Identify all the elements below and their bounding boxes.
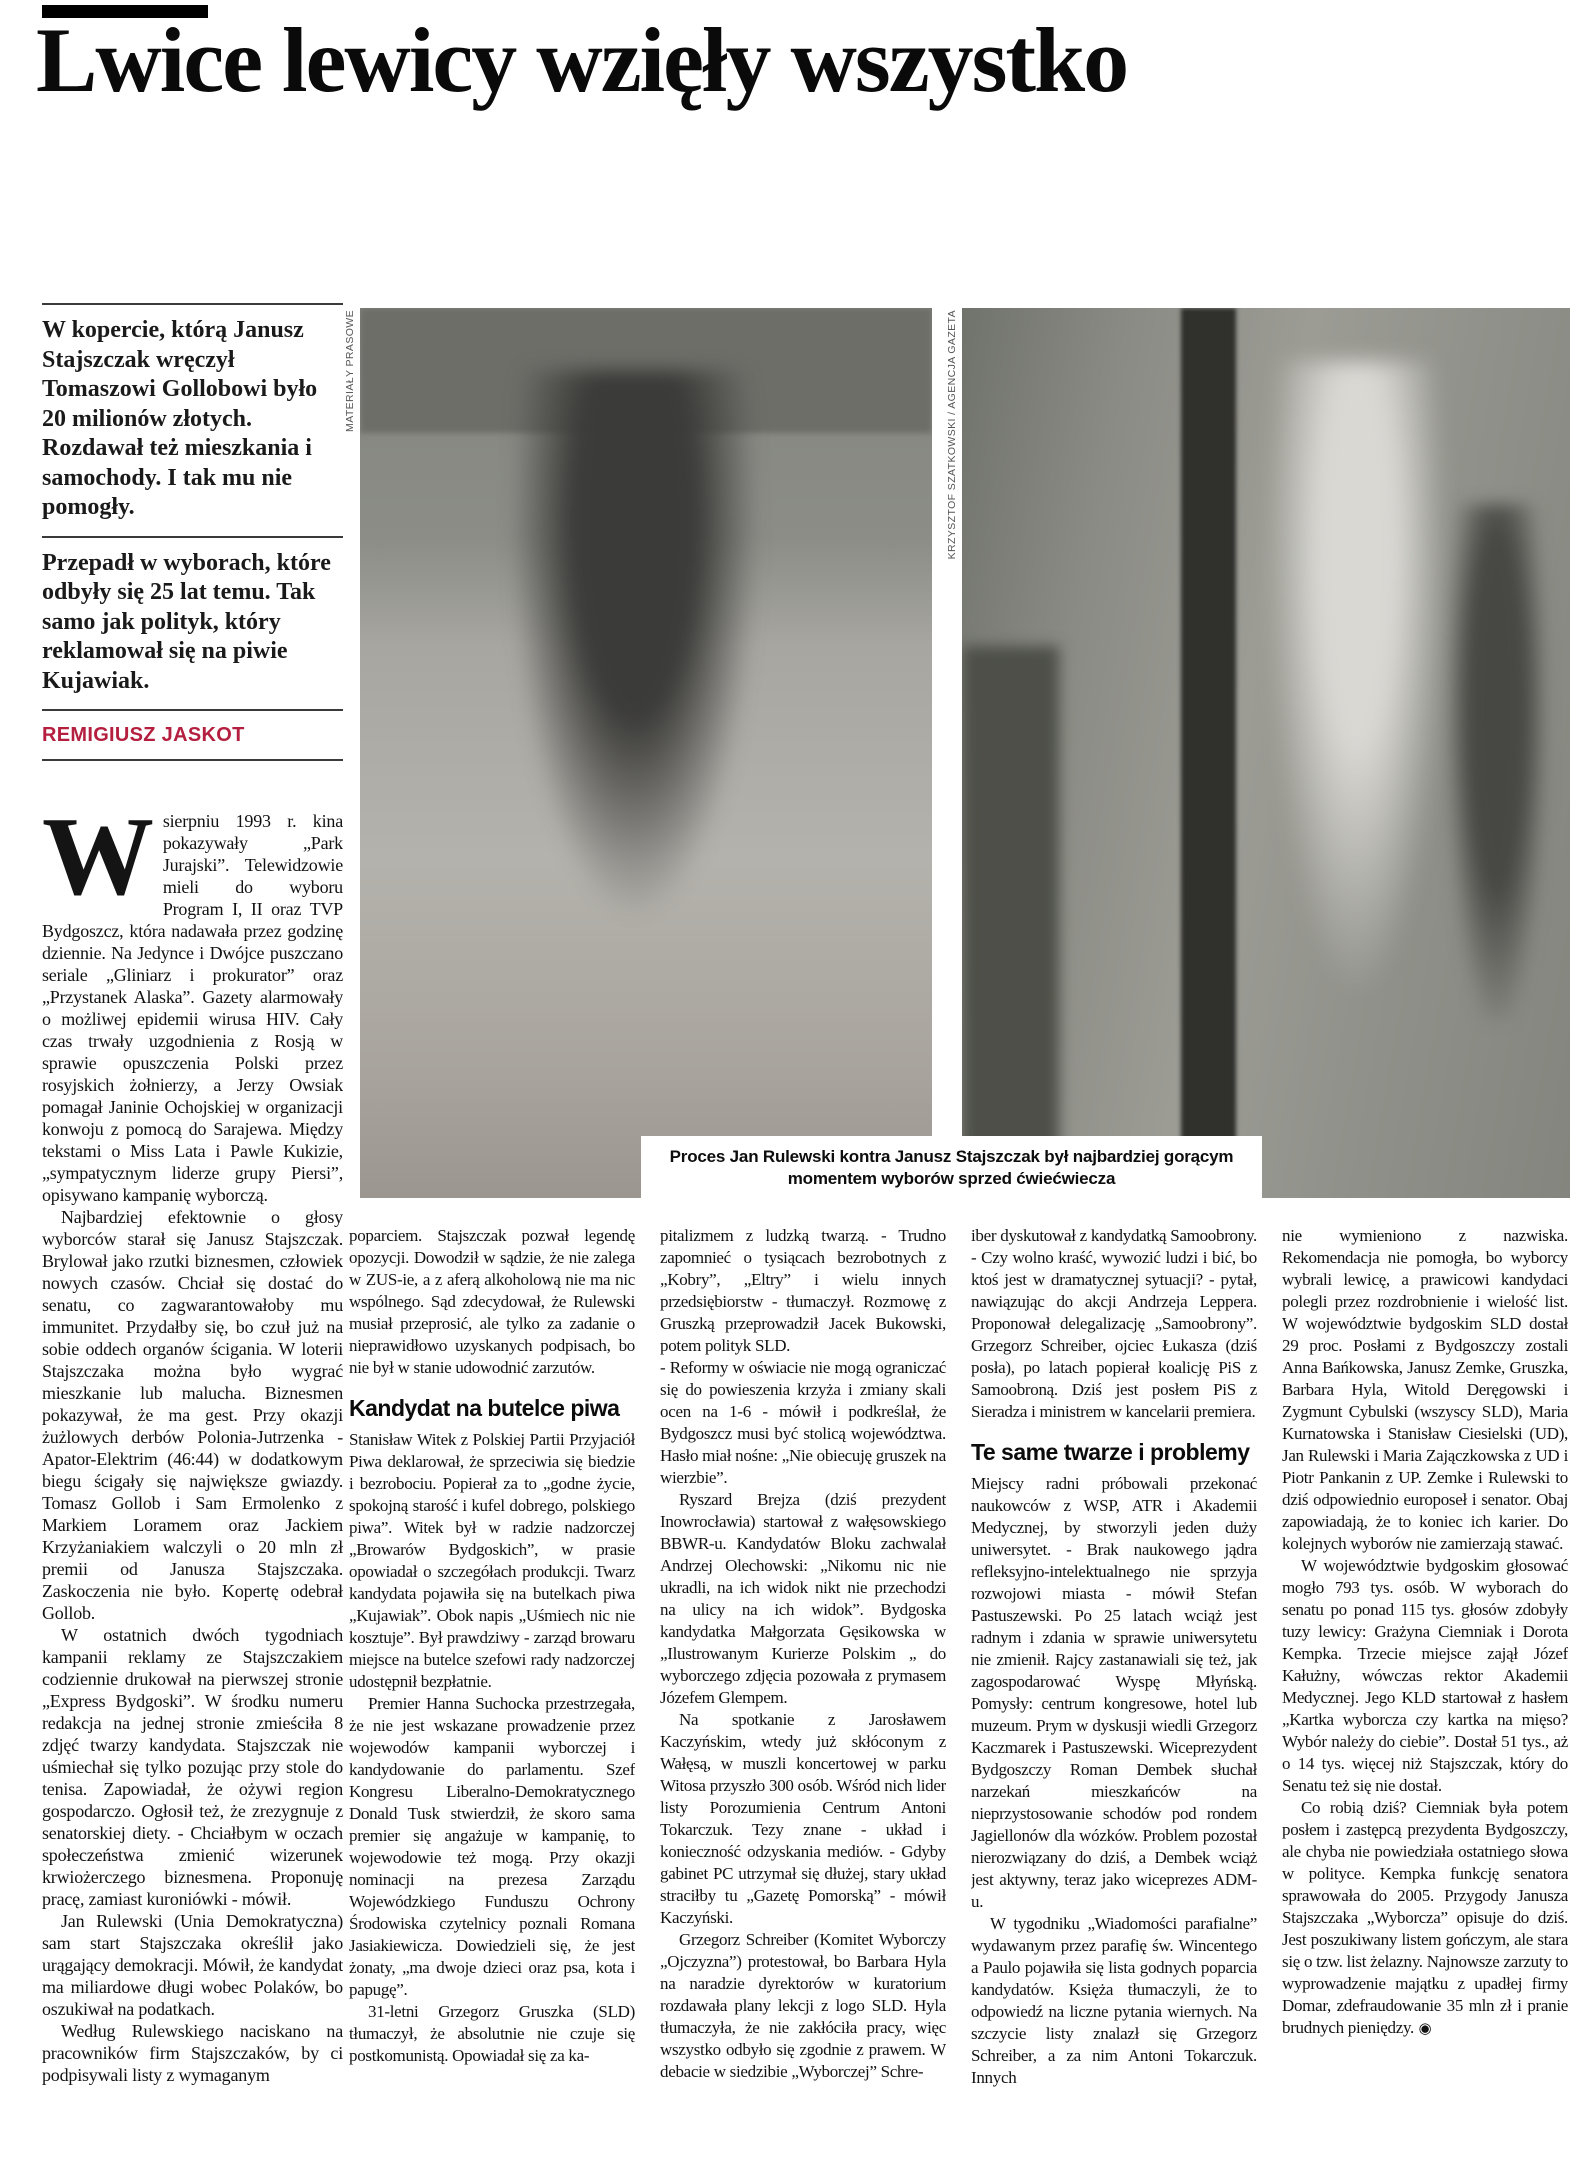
article-paragraph: Najbardziej efektownie o głosy wyborców starał się Janusz Stajszczak. Brylował jako rzutki biznesmen, człowiek nowych czasów. Chciał się dostać do senatu, co zagwarantowałoby mu immunitet. Przydałby się, bo czuł już na sobie oddech organów ścigania. W loterii Stajszczaka można było wygrać mieszkanie lub malucha. Biznesmen pokazywał, że ma gest. Przy okazji żużlowych derbów Polonia-Jutrzenka - Apator-Elektrim (46:44) w dodatkowym biegu ścigały się największe gwiazdy. Tomasz Gollob i Sam Ermolenko z Markiem Loramem oraz Jackiem Krzyżaniakiem walczyli o 20 mln zł premii od Janusza Stajszczaka. Zaskoczenia nie było. Kopertę odebrał Gollob. — [42, 1207, 343, 1623]
article-paragraph: Grzegorz Schreiber (Komitet Wyborczy „Ojczyzna”) protestował, bo Barbara Hyla na naradzie dyrektorów w kuratorium rozdawała plany lekcji z logo SLD. Hyla tłumaczyła, że nie zakłóciła pracy, więc wszystko odbyło się zgodnie z prawem. W debacie w siedzibie „Wyborczej” Schre- — [660, 1930, 946, 2081]
article-paragraph: Stanisław Witek z Polskiej Partii Przyjaciół Piwa deklarował, że sprzeciwia się biedzie i bezrobociu. Popierał za to „godne życie, spokojną starość i kufel dobrego, polskiego piwa”. Witek był w radzie nadzorczej „Browarów Bydgoskich”, w prasie opowiadał o szczegółach produkcji. Twarz kandydata pojawiła się na butelkach piwa „Kujawiak”. Obok napis „Uśmiech nic nie kosztuje”. Był prawdziwy - zarząd browaru miejsce na butelce szefowi rady nadzorczej udostępnił bezpłatnie. — [349, 1430, 635, 1691]
article-paragraph: W województwie bydgoskim głosować mogło 793 tys. osób. W wyborach do senatu po ponad 115 tys. głosów zdobyły tuzy lewicy: Grażyna Ciemniak i Dorota Kempka. Trzecie miejsce zajął Józef Kałużny, wówczas rektor Akademii Medycznej. Jego KLD startował z hasłem „Kartka wyborcza czy kartka na mięso? Wybór należy do ciebie”. Dostał 51 tys., aż o 14 tys. więcej niż Stajszczak, który do Senatu też się nie dostał. — [1282, 1556, 1568, 1795]
article-paragraph: Ryszard Brejza (dziś prezydent Inowrocławia) startował z wałęsowskiego BBWR-u. Kandydatów Bloku zachwalał Andrzej Olechowski: „Nikomu nic nie ukradli, na ich widok nikt nie przechodzi na ulicy na ich widok”. Bydgoska kandydatka Małgorzata Gęsikowska w „Ilustrowanym Kurierze Polskim „ do wyborczego zdjęcia pozowała z prymasem Józefem Glempem. — [660, 1490, 946, 1707]
article-column-1 — [42, 810, 343, 2155]
article-column-4 — [971, 1225, 1257, 2153]
rule-byline-top — [42, 709, 343, 711]
end-of-article-mark: ◉ — [1414, 2019, 1432, 2037]
headline: Lwice lewicy wzięły wszystko — [36, 9, 1128, 111]
article-paragraph: pitalizmem z ludzką twarzą. - Trudno zapomnieć o tysiącach bezrobotnych z „Kobry”, „Eltry” i wielu innych przedsiębiorstw - tłumaczył. Rozmowę z Gruszką przeprowadził Jacek Bukowski, potem polityk SLD. — [660, 1226, 946, 1355]
article-paragraph: 31-letni Grzegorz Gruszka (SLD) tłumaczył, że absolutnie nie czuje się postkomunistą. Opowiadał się za ka- — [349, 2002, 635, 2065]
photo-credit-left: MATERIAŁY PRASOWE — [344, 310, 356, 432]
article-column-2 — [349, 1225, 635, 2153]
section-subhead: Te same twarze i problemy — [971, 1439, 1250, 1465]
article-paragraph: W ostatnich dwóch tygodniach kampanii reklamy ze Stajszczakiem codziennie drukował na pierwszej stronie „Express Bydgoski”. W środku numeru redakcja na jednej stronie zmieściła 8 zdjęć twarzy kandydata. Stajszczak nie uśmiechał się tylko pozując przy stole do tenisa. Zapowiadał, że ożywi region gospodarczo. Ogłosił też, że zrezygnuje z senatorskiej diety. - Chciałbym w oczach społeczeństwa zmienić wizerunek krwiożerczego biznesmena. Proponuję pracę, zamiast kuroniówki - mówił. — [42, 1625, 343, 1909]
photo-left-tennis-player — [360, 308, 932, 1198]
rule-top — [42, 303, 343, 305]
article-paragraph: Wsierpniu 1993 r. kina pokazywały „Park Jurajski”. Telewidzowie mieli do wyboru Program I, II oraz TVP Bydgoszcz, która nadawała przez godzinę dziennie. Na Jedynce i Dwójce puszczano seriale „Gliniarz i prokurator” oraz „Przystanek Alaska”. Gazety alarmowały o możliwej epidemii wirusa HIV. Cały czas trwały uzgodnienia z Rosją w sprawie opuszczenia Polski przez rosyjskich żołnierzy, a Jerzy Owsiak pomagał Janinie Ochojskiej w organizacji konwoju z pomocą do Sarajewa. Między tekstami o Miss Lata i Pawle Kukizie, „sympatycznym liderze grupy Piersi”, opisywano kampanię wyborczą. — [42, 810, 343, 1205]
article-column-5 — [1282, 1225, 1568, 2153]
photo-man-silhouette — [1266, 361, 1448, 1002]
article-paragraph: - Reformy w oświacie nie mogą ograniczać się do powieszenia krzyża i zmiany skali ocen na 1-6 - mówił i podkreślał, że Bydgoszcz musi być stolicą województwa. Hasło miał nośne: „Nie obiecuję gruszek na wierzbie”. — [660, 1358, 946, 1487]
photo-player-silhouette — [509, 370, 761, 922]
section-subhead: Kandydat na butelce piwa — [349, 1395, 620, 1421]
article-paragraph: Według Rulewskiego naciskano na pracowników firm Stajszczaków, by ci podpisywali listy z wymaganym — [42, 2021, 343, 2085]
photo-woman-silhouette — [1448, 504, 1545, 1020]
article-paragraph: poparciem. Stajszczak pozwał legendę opozycji. Dowodził w sądzie, że nie zalega w ZUS-ie, a z aferą alkoholową nie ma nic wspólnego. Sąd zdecydował, że Rulewski musiał przeprosić, ale tylko za zadanie o nieprawidłowo uzyskanych podpisach, bo nie był w stanie udowodnić zarzutów. — [349, 1226, 635, 1377]
lede-block-1: W kopercie, którą Janusz Stajszczak wręczył Tomaszowi Gollobowi było 20 milionów złotych. Rozdawał też mieszkania i samochody. I tak mu nie pomogły. — [42, 317, 318, 520]
article-paragraph: Miejscy radni próbowali przekonać naukowców z WSP, ATR i Akademii Medycznej, by stworzyli jeden duży uniwersytet. - Brak naukowego jądra refleksyjno-intelektualnego nie sprzyja rozwojowi miasta - mówił Stefan Pastuszewski. Po 25 latach wciąż jest radnym i zdania w sprawie uniwersytetu nie zmienił. Rajcy zastanawiali się też, jak zagospodarować Wyspę Młyńską. Pomysły: centrum kongresowe, hotel lub muzeum. Prym w dyskusji wiedli Grzegorz Kaczmarek i Pastuszewski. Wiceprezydent Bydgoszczy Roman Dembek słuchał narzekań mieszkańców na nieprzystosowanie schodów pod rondem Jagiellonów dla wózków. Problem pozostał nierozwiązany do dziś, a Dembek wciąż jest aktywny, teraz jako wiceprezes ADM-u. — [971, 1474, 1257, 1911]
photo-credit-right: KRZYSZTOF SZATKOWSKI / AGENCJA GAZETA — [946, 310, 958, 560]
article-paragraph: Na spotkanie z Jarosławem Kaczyńskim, wtedy już skłóconym z Wałęsą, w muszli koncertowej w parku Witosa przyszło 300 osób. Wśród nich lider listy Porozumienia Centrum Antoni Tokarczuk. Tezy znane - układ i konieczność odzyskania mediów. - Gdyby gabinet PC utrzymał się dłużej, stary układ straciłby tu „Gazetę Pomorską” - mówił Kaczyński. — [660, 1710, 946, 1927]
rule-byline-bottom — [42, 759, 343, 761]
photo-caption: Proces Jan Rulewski kontra Janusz Stajszczak był najbardziej gorącym momentem wyborów sprzed ćwiećwiecza — [641, 1136, 1262, 1200]
article-column-3 — [660, 1225, 946, 2153]
article-paragraph: iber dyskutował z kandydatką Samoobrony. - Czy wolno kraść, wywozić ludzi i bić, bo ktoś jest w dramatycznej sytuacji? - pytał, nawiązując do akcji Andrzeja Leppera. Proponował delegalizację „Samoobrony”. Grzegorz Schreiber, ojciec Łukasza (dziś posła), po latach popierał koalicję PiS z Samoobroną. Dziś jest posłem PiS z Sieradza i ministrem w kancelarii premiera. — [971, 1226, 1257, 1421]
article-paragraph: Co robią dziś? Ciemniak była potem posłem i zastępcą prezydenta Bydgoszczy, ale chyba nie powiedziała ostatniego słowa w polityce. Kempka funkcję senatora sprawowała do 2005. Przygody Janusza Stajszczaka „Wyborcza” opisuje do dziś. Jest poszukiwany listem gończym, ale stara się o tzw. list żelazny. Najnowsze zarzuty to wyprowadzenie majątku z upadłej firmy Domar, zdefraudowanie 35 mln zł i pranie brudnych pieniędzy. ◉ — [1282, 1798, 1568, 2037]
article-paragraph: W tygodniku „Wiadomości parafialne” wydawanym przez parafię św. Wincentego a Paulo pojawiła się lista godnych poparcia kandydatów. Księża tłumaczyli, że to odpowiedź na liczne pytania wiernych. Na szczycie listy znalazł się Grzegorz Schreiber, a za nim Antoni Tokarczuk. Innych — [971, 1914, 1257, 2087]
rule-mid — [42, 536, 343, 538]
drop-cap: W — [42, 810, 154, 919]
author-byline: REMIGIUSZ JASKOT — [42, 724, 245, 746]
lede-block-2: Przepadł w wyborach, które odbyły się 25 lat temu. Tak samo jak polityk, który reklamował się na piwie Kujawiak. — [42, 549, 331, 694]
lede-rail — [42, 303, 343, 761]
photo-bush-shape — [962, 646, 1059, 1198]
article-paragraph: Jan Rulewski (Unia Demokratyczna) sam start Stajszczaka określił jako urągający demokracji. Mówił, że kandydat ma miliardowe długi wobec Polaków, bo oszukiwał na podatkach. — [42, 1911, 343, 2019]
photo-right-man-waving — [962, 308, 1570, 1198]
article-paragraph: Premier Hanna Suchocka przestrzegała, że nie jest wskazane prowadzenie przez wojewodów kampanii wyborczej i kandydowanie do parlamentu. Szef Kongresu Liberalno-Demokratycznego Donald Tusk stwierdził, że skoro sama premier się angażuje w kampanię, to wojewodowie też mogą. Przy okazji nominacji na prezesa Zarządu Wojewódzkiego Funduszu Ochrony Środowiska czytelnicy poznali Romana Jasiakiewicza. Dowiedzieli się, że jest żonaty, „ma dwoje dzieci oraz psa, kota i papugę”. — [349, 1694, 635, 1999]
article-paragraph: nie wymieniono z nazwiska. Rekomendacja nie pomogła, bo wyborcy wybrali lewicę, a prawicowi kandydaci polegli przez rozdrobnienie i wielość list. W województwie bydgoskim SLD dostał 29 proc. Posłami z Bydgoszczy zostali Anna Bańkowska, Janusz Zemke, Gruszka, Barbara Hyla, Witold Deręgowski i Zygmunt Cybulski (wszyscy SLD), Maria Kurnatowska i Stanisław Ciesielski (UD), Jan Rulewski i Maria Zajączkowska z UD i Piotr Pankanin z UP. Zemke i Rulewski to dziś odpowiednio europoseł i senator. Obaj zapowiadają, że to koniec ich karier. Do kolejnych wyborów nie zamierzają stawać. — [1282, 1226, 1568, 1553]
photo-post-shape — [1181, 308, 1236, 1198]
